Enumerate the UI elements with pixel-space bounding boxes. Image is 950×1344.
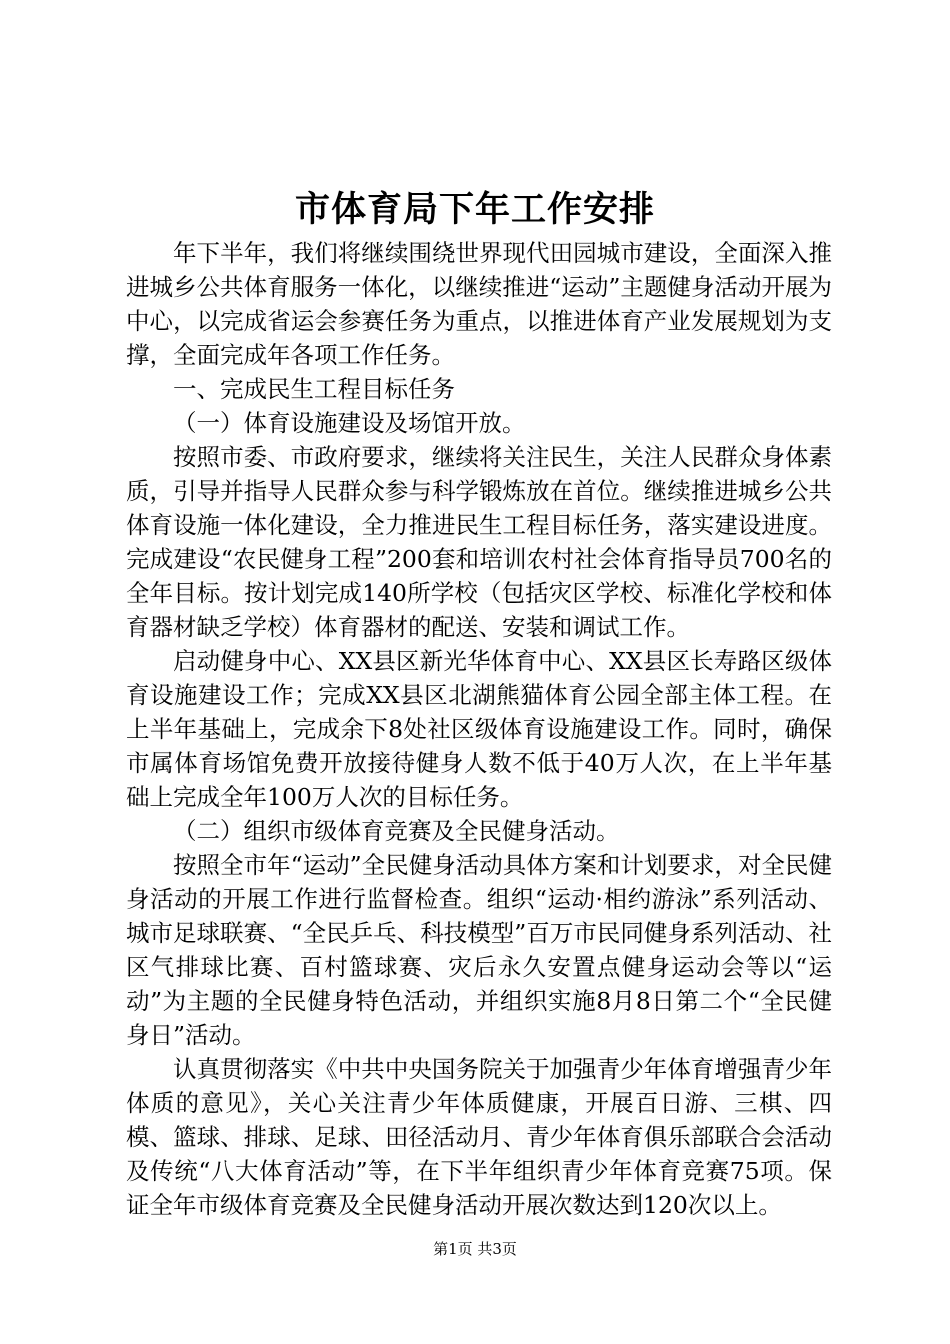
document-body [126,236,832,1222]
page-footer: 第1页 共3页 [433,1240,517,1258]
paragraph-youth-sports: 认真贯彻落实《中共中央国务院关于加强青少年体育增强青少年体质的意见》，关心关注青少年体质健康，开展百日游、三棋、四模、篮球、排球、足球、田径活动月、青少年体育俱乐部联合会活动及传统“八大体育活动”等，在下半年组织青少年体育竞赛75项。保证全年市级体育竞赛及全民健身活动开展次数达到120次以上。 [126,1055,832,1219]
paragraph-intro: 年下半年，我们将继续围绕世界现代田园城市建设，全面深入推进城乡公共体育服务一体化，以继续推进“运动”主题健身活动开展为中心，以完成省运会参赛任务为重点，以推进体育产业发展规划为支撑，全面完成年各项工作任务。 [126,239,832,369]
subsection-heading-2: （二）组织市级体育竞赛及全民健身活动。 [173,817,620,845]
section-heading-1: 一、完成民生工程目标任务 [173,375,455,403]
paragraph-venues: 启动健身中心、XX县区新光华体育中心、XX县区长寿路区级体育设施建设工作；完成XX县区北湖熊猫体育公园全部主体工程。在上半年基础上，完成余下8处社区级体育设施建设工作。同时，确保市属体育场馆免费开放接待健身人数不低于40万人次，在上半年基础上完成全年100万人次的目标任务。 [126,647,832,811]
document-title: 市体育局下年工作安排 [294,189,655,230]
subsection-heading-1: （一）体育设施建设及场馆开放。 [173,409,526,437]
paragraph-fitness-activities: 按照全市年“运动”全民健身活动具体方案和计划要求，对全民健身活动的开展工作进行监督检查。组织“运动·相约游泳”系列活动、城市足球联赛、“全民乒乓、科技模型”百万市民同健身系列活动、社区气排球比赛、百村篮球赛、灾后永久安置点健身运动会等以“运动”为主题的全民健身特色活动，并组织实施8月8日第二个“全民健身日”活动。 [126,851,832,1049]
paragraph-facilities: 按照市委、市政府要求，继续将关注民生，关注人民群众身体素质，引导并指导人民群众参与科学锻炼放在首位。继续推进城乡公共体育设施一体化建设，全力推进民生工程目标任务，落实建设进度。完成建设“农民健身工程”200套和培训农村社会体育指导员700名的全年目标。按计划完成140所学校（包括灾区学校、标准化学校和体育器材缺乏学校）体育器材的配送、安装和调试工作。 [126,443,832,641]
